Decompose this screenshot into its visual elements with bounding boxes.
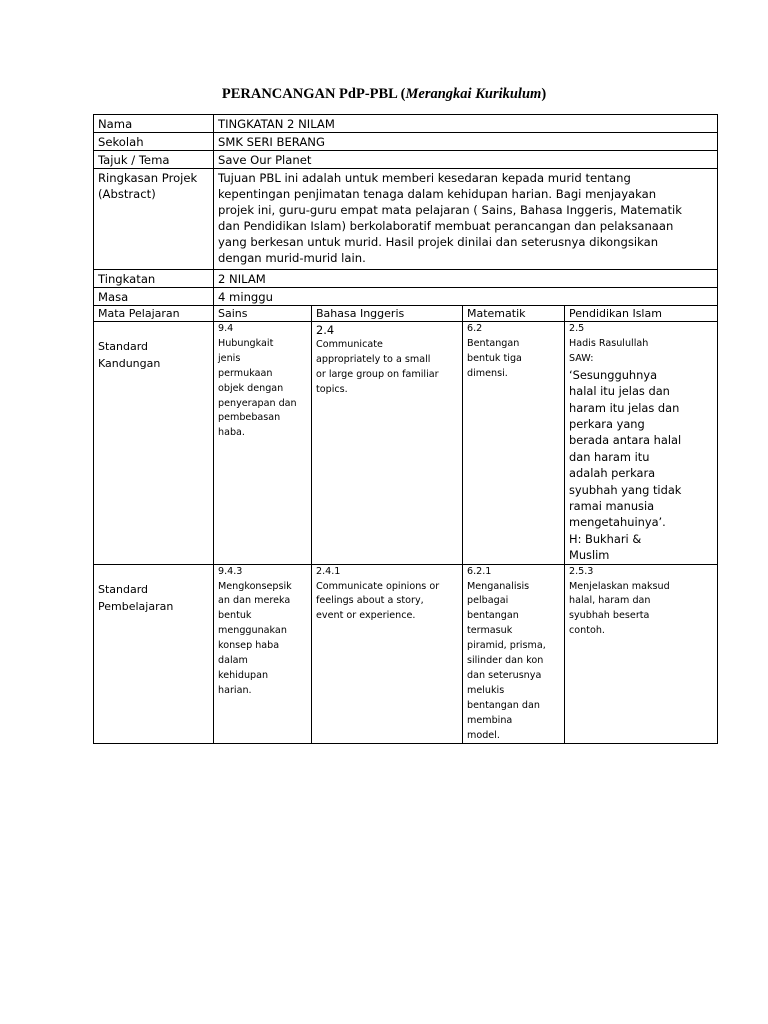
sp-bi-code: 2.4.1	[316, 565, 341, 577]
sp-sains-cell	[214, 564, 312, 744]
sekolah-value: SMK SERI BERANG	[214, 133, 718, 151]
sk-label: Standard Kandungan	[94, 322, 214, 565]
row-sekolah	[94, 133, 718, 151]
row-tingkatan	[94, 270, 718, 288]
row-ringkasan	[94, 169, 718, 270]
title-main: PERANCANGAN PdP-PBL (	[221, 86, 406, 102]
sk-math-text: Bentangan bentuk tiga dimensi.	[467, 337, 522, 379]
sp-pi-code: 2.5.3	[569, 565, 594, 577]
sk-bi-cell	[312, 322, 463, 565]
sk-pi-cell	[565, 322, 718, 565]
sk-pi-intro: Hadis Rasulullah SAW:	[569, 337, 649, 364]
subject-header-sains: Sains	[214, 306, 312, 322]
ringkasan-value: Tujuan PBL ini adalah untuk memberi kesedaran kepada murid tentang kepentingan penjimatan tenaga dalam kehidupan harian. Bagi menjayakan projek ini, guru-guru empat mata pelajaran ( Sains, Bahasa Inggeris, Matematik dan Pendidikan Islam) berkolaboratif membuat perancangan dan pelaksanaan yang berkesan untuk murid. Hasil projek dinilai dan seterusnya dikongsikan dengan murid-murid lain.	[214, 169, 718, 270]
sp-bi-text: Communicate opinions or feelings about a story, event or experience.	[316, 580, 440, 622]
tingkatan-label: Tingkatan	[94, 270, 214, 288]
tajuk-label: Tajuk / Tema	[94, 151, 214, 169]
subjects-label: Mata Pelajaran	[94, 306, 214, 322]
tingkatan-value: 2 NILAM	[214, 270, 718, 288]
sp-pi-cell	[565, 564, 718, 744]
sk-bi-code: 2.4	[316, 323, 335, 337]
row-subject-headers	[94, 306, 718, 322]
nama-value: TINGKATAN 2 NILAM	[214, 115, 718, 133]
sp-sains-code: 9.4.3	[218, 565, 243, 577]
subject-header-math: Matematik	[463, 306, 565, 322]
sk-sains-code: 9.4	[218, 323, 234, 334]
sekolah-label: Sekolah	[94, 133, 214, 151]
page-title	[0, 86, 768, 103]
row-standard-pembelajaran	[94, 564, 718, 744]
sp-bi-cell	[312, 564, 463, 744]
masa-label: Masa	[94, 288, 214, 306]
sk-sains-text: Hubungkait jenis permukaan objek dengan penyerapan dan pembebasan haba.	[218, 337, 297, 439]
sp-math-code: 6.2.1	[467, 565, 492, 577]
subject-header-bi: Bahasa Inggeris	[312, 306, 463, 322]
ringkasan-label: Ringkasan Projek (Abstract)	[94, 169, 214, 270]
sp-pi-text: Menjelaskan maksud halal, haram dan syubhah beserta contoh.	[569, 580, 670, 637]
sk-math-cell	[463, 322, 565, 565]
sk-math-code: 6.2	[467, 323, 483, 334]
sp-label: Standard Pembelajaran	[94, 564, 214, 744]
row-masa	[94, 288, 718, 306]
sp-math-cell	[463, 564, 565, 744]
sk-sains-cell	[214, 322, 312, 565]
sp-math-text: Menganalisis pelbagai bentangan termasuk piramid, prisma, silinder dan kon dan seterusnya melukis bentangan dan membina model.	[467, 580, 546, 741]
row-tajuk	[94, 151, 718, 169]
sk-bi-text: Communicate appropriately to a small or large group on familiar topics.	[316, 339, 439, 396]
nama-label: Nama	[94, 115, 214, 133]
subject-header-pi: Pendidikan Islam	[565, 306, 718, 322]
pbl-plan-table	[93, 114, 718, 744]
title-close: )	[541, 86, 547, 102]
row-nama	[94, 115, 718, 133]
title-italic: Merangkai Kurikulum	[405, 86, 542, 102]
sp-sains-text: Mengkonsepsik an dan mereka bentuk menggunakan konsep haba dalam kehidupan harian.	[218, 580, 292, 696]
masa-value: 4 minggu	[214, 288, 718, 306]
sk-pi-text: ‘Sesungguhnya halal itu jelas dan haram itu jelas dan perkara yang berada antara halal dan haram itu adalah perkara syubhah yang tidak ramai manusia mengetahuinya’. H: Bukhari & Muslim	[569, 367, 682, 563]
tajuk-value: Save Our Planet	[214, 151, 718, 169]
row-standard-kandungan	[94, 322, 718, 565]
sk-pi-code: 2.5	[569, 323, 585, 334]
